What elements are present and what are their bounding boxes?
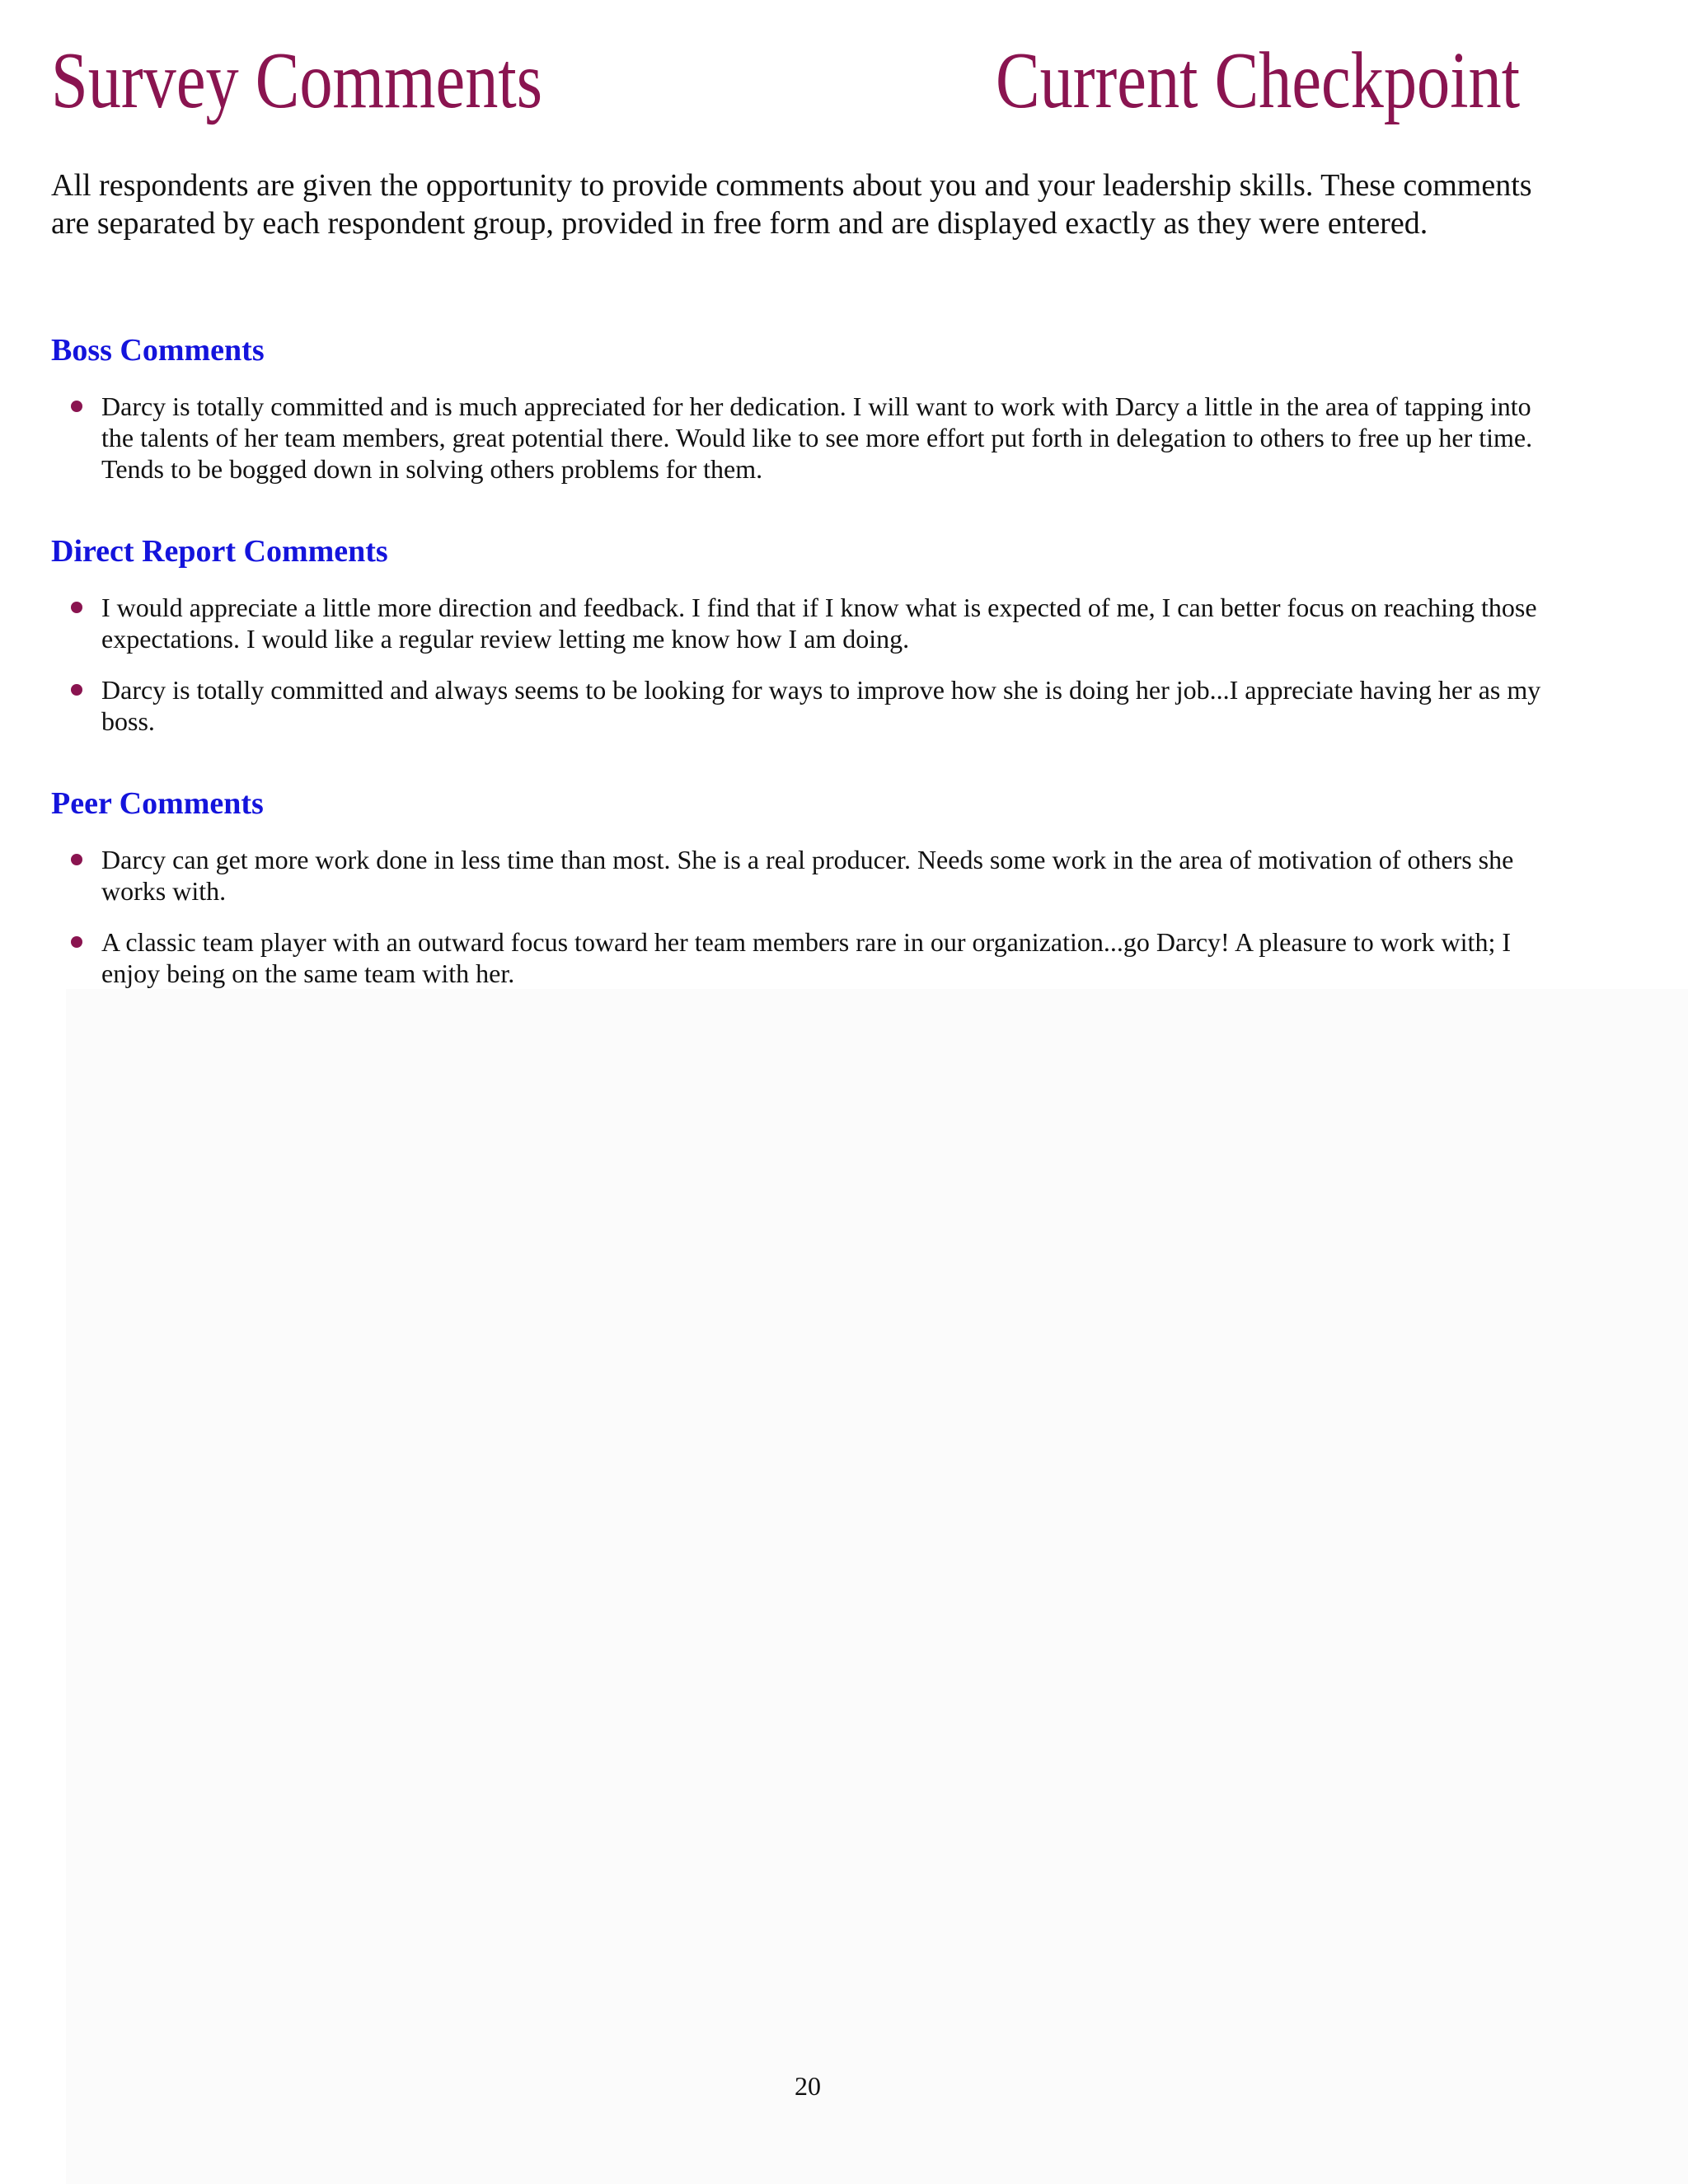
comment-list bbox=[51, 391, 1559, 485]
bullet-icon bbox=[71, 936, 82, 948]
comment-list bbox=[51, 592, 1559, 737]
comment-item bbox=[51, 592, 1559, 654]
comment-text: Darcy can get more work done in less time than most. She is a real producer. Needs some work in the area of motivation of others she works with. bbox=[101, 845, 1514, 906]
comment-item bbox=[51, 844, 1559, 907]
bullet-icon bbox=[71, 401, 82, 412]
direct-report-comments-section bbox=[51, 532, 1559, 757]
intro-paragraph: All respondents are given the opportunity to provide comments about you and your leadership skills. These comments are separated by each respondent group, provided in free form and are displayed exactly as they were entered. bbox=[51, 168, 1532, 241]
page-number: 20 bbox=[795, 2071, 821, 2101]
comment-item bbox=[51, 926, 1559, 989]
peer-comments-section bbox=[51, 785, 1559, 1009]
bullet-icon bbox=[71, 602, 82, 613]
bullet-icon bbox=[71, 854, 82, 865]
boss-comments-section bbox=[51, 331, 1559, 504]
comment-text: A classic team player with an outward focus toward her team members rare in our organization...go Darcy! A pleasure to work with; I enjoy being on the same team with her. bbox=[101, 927, 1511, 988]
comment-text: I would appreciate a little more direction and feedback. I find that if I know what is expected of me, I can better focus on reaching those expectations. I would like a regular review letting me know how I am doing. bbox=[101, 593, 1537, 654]
comment-item bbox=[51, 391, 1559, 485]
comment-text: Darcy is totally committed and always seems to be looking for ways to improve how she is doing her job...I appreciate having her as my boss. bbox=[101, 675, 1541, 736]
page-background bbox=[66, 989, 1688, 2184]
page-title: Survey Comments bbox=[51, 36, 542, 125]
comment-list bbox=[51, 844, 1559, 989]
section-title: Boss Comments bbox=[51, 333, 265, 368]
checkpoint-title: Current Checkpoint bbox=[996, 36, 1521, 125]
section-title: Peer Comments bbox=[51, 786, 264, 821]
bullet-icon bbox=[71, 684, 82, 696]
section-title: Direct Report Comments bbox=[51, 534, 388, 569]
comment-text: Darcy is totally committed and is much appreciated for her dedication. I will want to work with Darcy a little in the area of tapping into the talents of her team members, great potential there. Would like to see more effort put forth in delegation to others to free up her time. Tends to be bogged down in solving others problems for them. bbox=[101, 391, 1533, 484]
comment-item bbox=[51, 674, 1559, 737]
